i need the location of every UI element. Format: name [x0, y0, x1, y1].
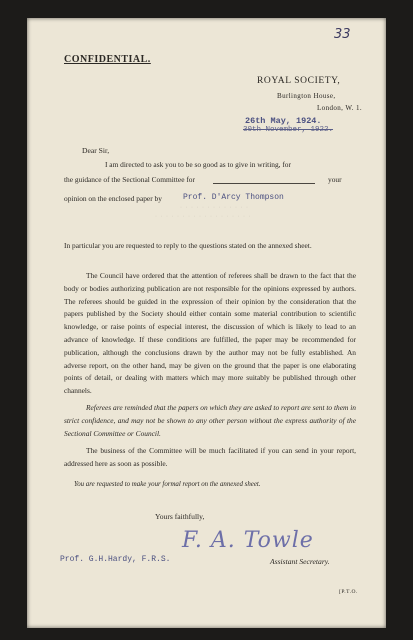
letter-sheet	[27, 18, 386, 628]
request-line-2: the guidance of the Sectional Committee for	[64, 175, 195, 184]
particular-paragraph: In particular you are requested to reply to the questions stated on the annexed sheet.	[64, 241, 312, 250]
closing: Yours faithfully,	[155, 512, 205, 521]
address-line-1: Burlington House,	[277, 92, 336, 100]
address-line-2: London, W. 1.	[317, 104, 363, 112]
letter-date: 26th May, 1924.	[245, 116, 322, 126]
page-number: 33	[334, 27, 351, 42]
formal-report-note: You are requested to make your formal report on the annexed sheet.	[74, 481, 261, 488]
referee-name: Prof. D'Arcy Thompson	[183, 193, 284, 202]
signature: F. A. Towle	[182, 528, 314, 553]
committee-blank-line	[213, 183, 315, 184]
confidential-heading: CONFIDENTIAL.	[64, 54, 151, 65]
salutation: Dear Sir,	[82, 146, 110, 155]
struck-date: 30th November, 1922.	[243, 126, 334, 134]
referee-reminder: Referees are reminded that the papers on which they are asked to report are sent to them in strict confidence, and may not be shown to any other person without the express authority of the Sectional Committee or Council.	[64, 403, 356, 438]
show-through-text: · · · · · · · · · · · · · · · · · ·	[155, 214, 252, 220]
request-line-3: opinion on the enclosed paper by	[64, 194, 162, 203]
please-turn-over: [P.T.O.	[339, 589, 358, 595]
organization-name: ROYAL SOCIETY,	[257, 76, 341, 86]
show-through-text: · · · · · · · · · · · · ·	[180, 205, 249, 211]
copy-recipient: Prof. G.H.Hardy, F.R.S.	[60, 555, 171, 564]
request-line-1: I am directed to ask you to be so good as to give in writing, for	[105, 160, 291, 169]
request-line-2-end: your	[328, 175, 342, 184]
council-paragraph: The Council have ordered that the attention of referees shall be drawn to the fact that the body or bodies authorizing publication are not responsible for the opinions expressed by authors. The referees should be guided in the expression of their opinion by the consideration that the papers published by the Society should either contain some material contribution to scientific knowledge, or raise points of especial interest, the discussion of which is likely to lead to an advance of knowledge. If these conditions are fulfilled, the paper may be recommended for publication, although the conclusions drawn by the author may not be fully established. An adverse report, on the other hand, may be given on the ground that the paper is one elaborating points of detail, or dealing with matters which may more suitably be published through other channels.	[64, 271, 356, 396]
business-paragraph: The business of the Committee will be much facilitated if you can send in your report, addressed here as soon as possible.	[64, 446, 356, 468]
signatory-title: Assistant Secretary.	[270, 557, 330, 566]
